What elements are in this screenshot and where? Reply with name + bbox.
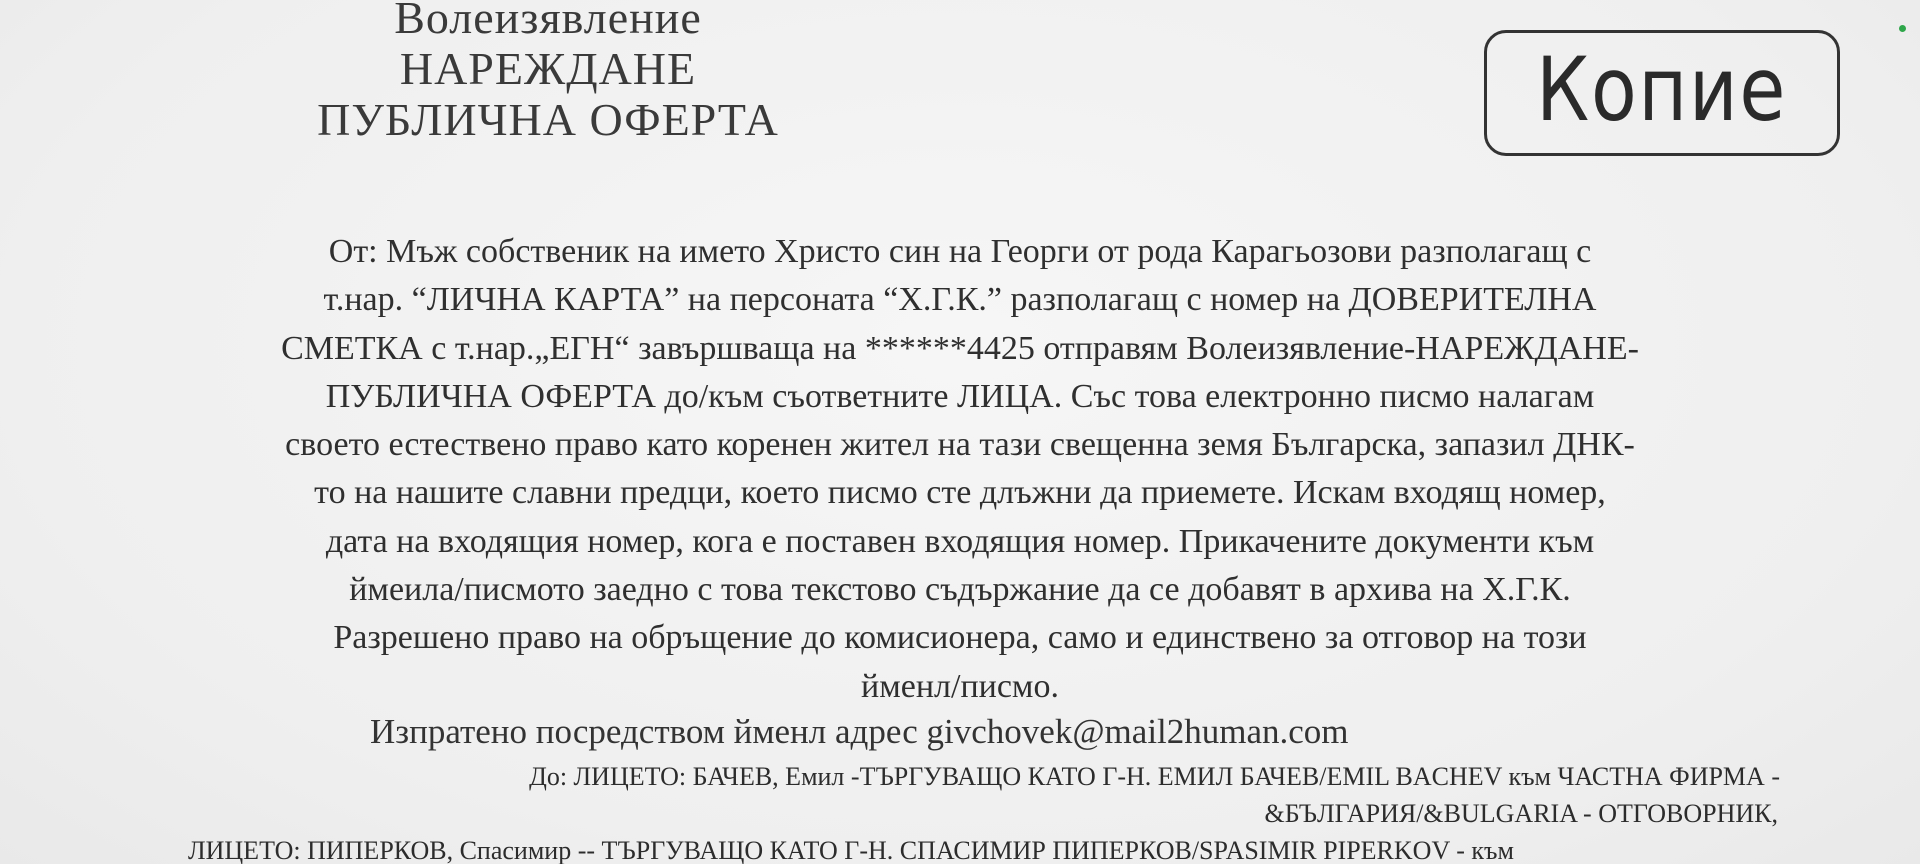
body-line: СМЕТКА с т.нар.„ЕГН“ завършваща на ******4425 отправям Волеизявление-НАРЕЖДАНЕ- (281, 329, 1639, 367)
body-line: От: Мъж собственик на името Христо син на Георги от рода Карагьозови разполагащ с (328, 233, 1592, 270)
recipient-line-3: ЛИЦЕТО: ПИПЕРКОВ, Спасимир -- ТЪРГУВАЩО КАТО Г-Н. СПАСИМИР ПИПЕРКОВ/SPASIMIR PIPERKOV - към (188, 836, 1514, 864)
recipients-block (180, 758, 1780, 864)
body-line: дата на входящия номер, кога е поставен входящия номер. Прикачените документи към (325, 522, 1595, 560)
status-dot (1899, 25, 1906, 32)
title-line-2: НАРЕЖДАНЕ (399, 43, 697, 94)
body-line: йменл/писмо. (861, 667, 1059, 705)
copy-stamp (1484, 30, 1840, 156)
body-line: ПУБЛИЧНА ОФЕРТА до/към съответните ЛИЦА. Със това електронно писмо налагам (325, 377, 1595, 415)
sent-via-email-line: Изпратено посредством йменл адрес givchovek@mail2human.com (370, 712, 1349, 751)
body-line: т.нар. “ЛИЧНА КАРТА” на персоната “Х.Г.К.” разполагащ с номер на ДОВЕРИТЕЛНА (323, 281, 1597, 319)
title-line-3: ПУБЛИЧНА ОФЕРТА (317, 94, 779, 145)
title-line-1: Волеизявление (394, 0, 702, 43)
body-line: своето естествено право като коренен жител на тази свещенна земя Българска, запазил ДНК- (285, 426, 1635, 464)
stamp-label: Копие (1536, 38, 1788, 141)
recipient-line-1: До: ЛИЦЕТО: БАЧЕВ, Емил -ТЪРГУВАЩО КАТО Г-Н. ЕМИЛ БАЧЕВ/EMIL BACHEV към ЧАСТНА ФИРМА - (529, 762, 1780, 791)
body-line: то на нашите славни предци, което писмо сте длъжни да приемете. Искам входящ номер, (314, 474, 1606, 512)
body-paragraph (110, 228, 1810, 711)
body-line: Разрешено право на обръщение до комисионера, само и единствено за отговор на този (333, 619, 1587, 657)
document-title (0, 0, 1508, 145)
recipient-line-2: &БЪЛГАРИЯ/&BULGARIA - ОТГОВОРНИК, (1264, 799, 1778, 828)
body-line: ймеила/писмото заедно с това текстово съдържание да се добавят в архива на Х.Г.К. (349, 571, 1571, 609)
